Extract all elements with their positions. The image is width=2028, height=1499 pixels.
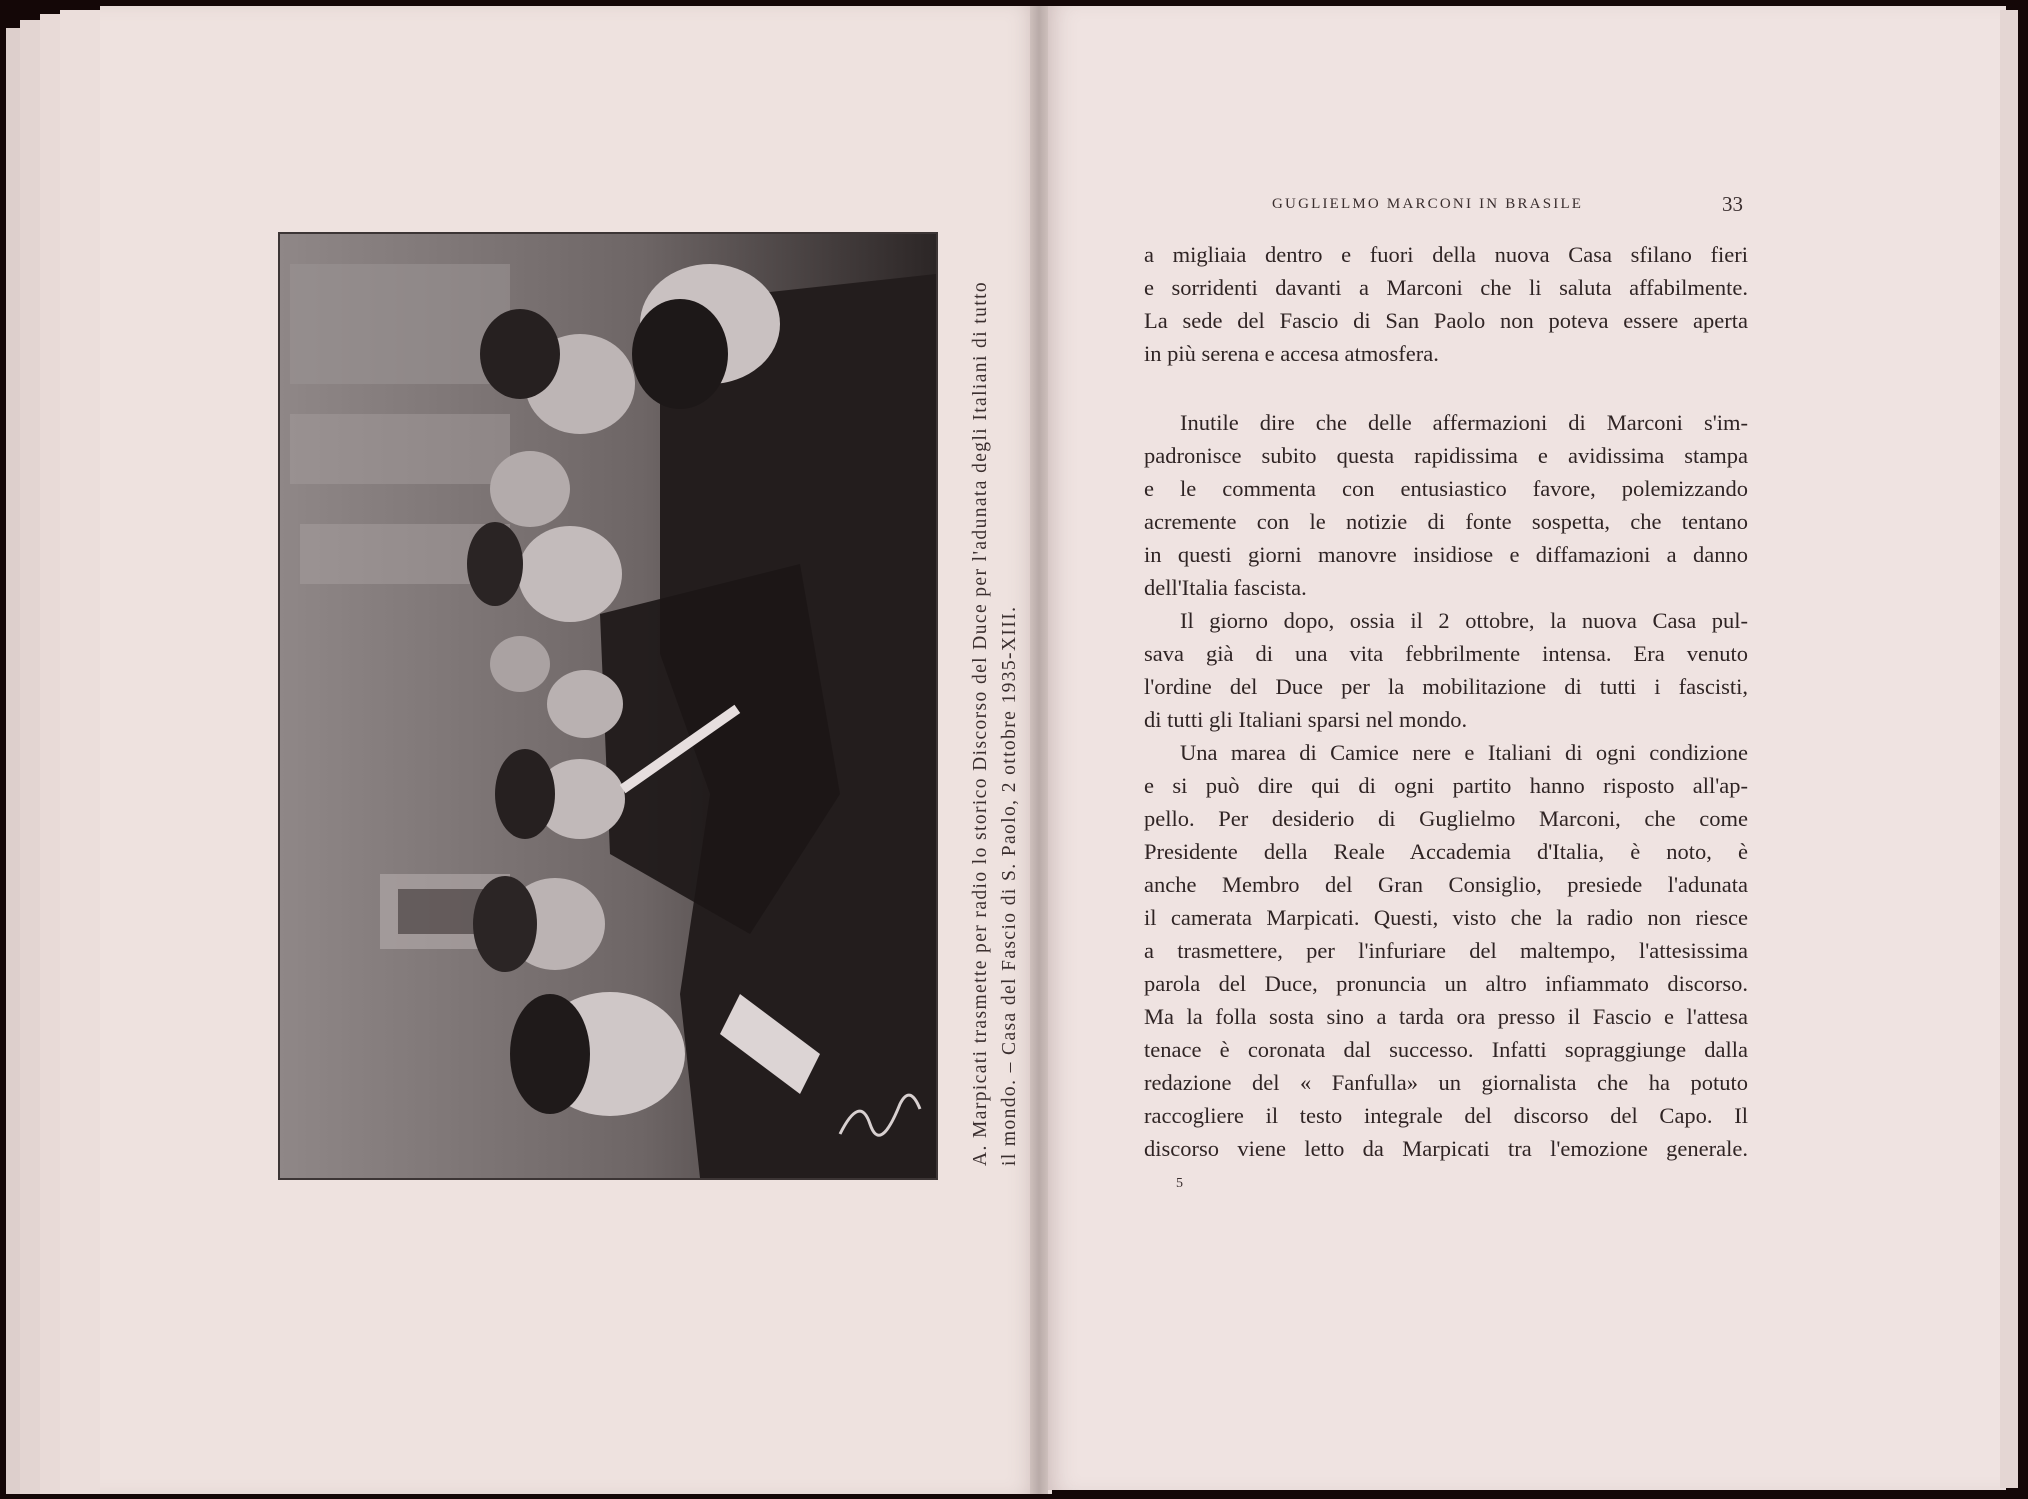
text-line: l'ordine del Duce per la mobilitazione di tutti i fascisti, — [1144, 674, 1748, 699]
text-line: anche Membro del Gran Consiglio, presiede l'adunata — [1144, 872, 1748, 897]
text-line: in questi giorni manovre insidiose e diffamazioni a danno — [1144, 542, 1748, 567]
text-line: La sede del Fascio di San Paolo non poteva essere aperta — [1144, 308, 1748, 333]
paragraph-3 — [1144, 604, 1748, 736]
photo-caption — [966, 226, 1024, 1166]
right-page-edge — [2000, 10, 2018, 1488]
text-line: il camerata Marpicati. Questi, visto che la radio non riesce — [1144, 905, 1748, 930]
text-line: Il giorno dopo, ossia il 2 ottobre, la nuova Casa pul- — [1180, 608, 1748, 633]
text-line: redazione del « Fanfulla» un giornalista che ha potuto — [1144, 1070, 1748, 1095]
paragraph-4 — [1144, 736, 1748, 1165]
text-line: raccogliere il testo integrale del discorso del Capo. Il — [1144, 1103, 1748, 1128]
text-line: Ma la folla sosta sino a tarda ora presso il Fascio e l'attesa — [1144, 1004, 1748, 1029]
text-line: Presidente della Reale Accademia d'Italia, è noto, è — [1144, 839, 1748, 864]
text-line: Una marea di Camice nere e Italiani di ogni condizione — [1180, 740, 1748, 765]
text-line: a trasmettere, per l'infuriare del maltempo, l'attesissima — [1144, 938, 1748, 963]
page-number: 33 — [1722, 192, 1743, 216]
paragraph-1 — [1144, 238, 1748, 370]
book-gutter — [1030, 6, 1048, 1494]
text-line: padronisce subito questa rapidissima e avidissima stampa — [1144, 443, 1748, 468]
text-line: e sorridenti davanti a Marconi che li saluta affabilmente. — [1144, 275, 1748, 300]
body-text — [1144, 238, 1748, 1165]
text-line: e si può dire qui di ogni partito hanno risposto all'ap- — [1144, 773, 1748, 798]
running-head: GUGLIELMO MARCONI IN BRASILE — [1272, 196, 1584, 212]
group-photograph — [280, 234, 936, 1178]
text-line: e le commenta con entusiastico favore, polemizzando — [1144, 476, 1748, 501]
caption-line-2: il mondo. – Casa del Fascio di S. Paolo, 2 ottobre 1935-XIII. — [999, 605, 1020, 1166]
text-line: tenace è coronata dal successo. Infatti sopraggiunge dalla — [1144, 1037, 1748, 1062]
text-line: acremente con le notizie di fonte sospetta, che tentano — [1144, 509, 1748, 534]
text-line: di tutti gli Italiani sparsi nel mondo. — [1144, 707, 1468, 732]
text-line: in più serena e accesa atmosfera. — [1144, 341, 1439, 366]
text-line: a migliaia dentro e fuori della nuova Casa sfilano fieri — [1144, 242, 1748, 267]
photo-illustration — [280, 234, 936, 1178]
signature-mark: 5 — [1176, 1176, 1183, 1191]
paragraph-2 — [1144, 406, 1748, 604]
text-line: dell'Italia fascista. — [1144, 575, 1307, 600]
text-line: discorso viene letto da Marpicati tra l'emozione generale. — [1144, 1136, 1748, 1161]
text-line: pello. Per desiderio di Guglielmo Marconi, che come — [1144, 806, 1748, 831]
text-line: parola del Duce, pronuncia un altro infiammato discorso. — [1144, 971, 1748, 996]
text-line: Inutile dire che delle affermazioni di Marconi s'im- — [1180, 410, 1748, 435]
text-line: sava già di una vita febbrilmente intensa. Era venuto — [1144, 641, 1748, 666]
caption-line-1: A. Marpicati trasmette per radio lo storico Discorso del Duce per l'adunata degli Italiani di tutto — [970, 280, 991, 1166]
